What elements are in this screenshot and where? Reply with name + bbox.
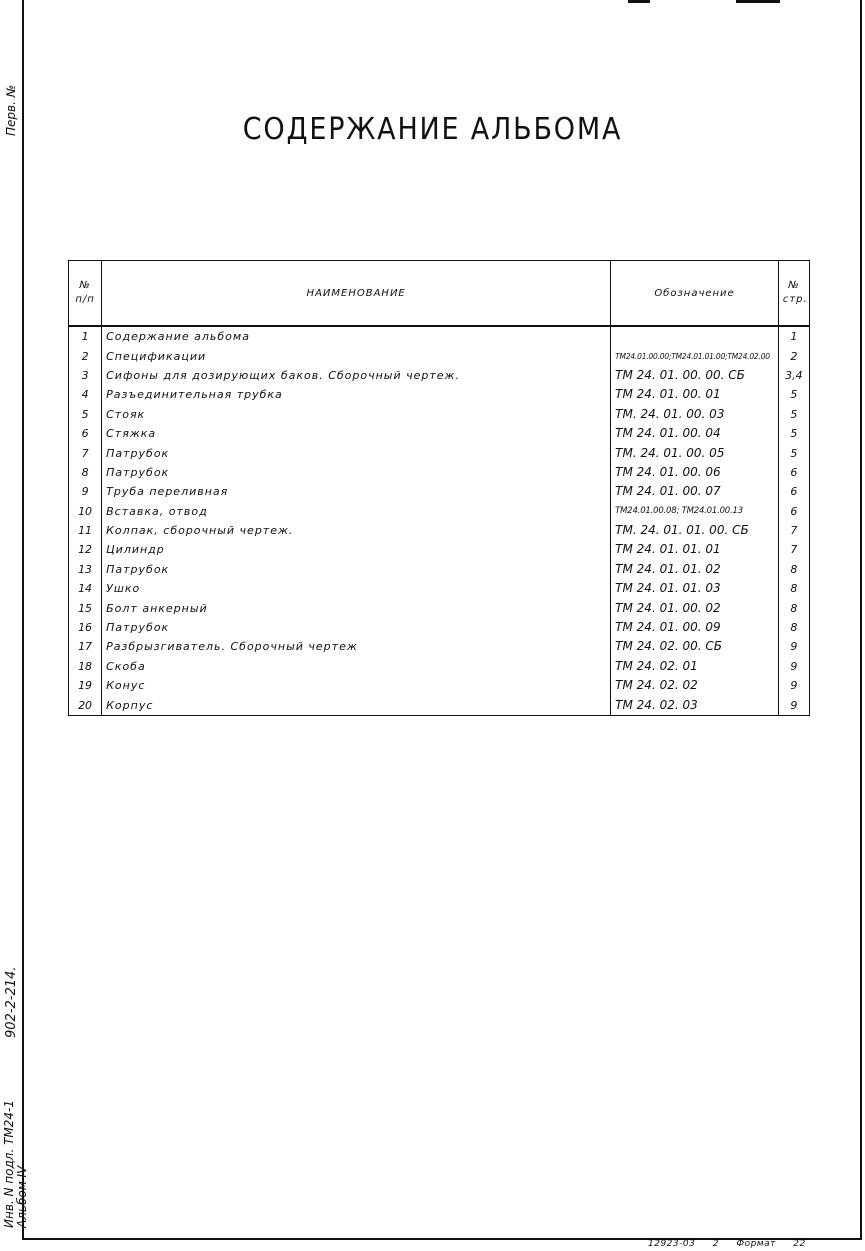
row-name: Сифоны для дозирующих баков. Сборочный чертеж. — [102, 366, 611, 385]
row-number: 1 — [69, 326, 102, 346]
row-name: Патрубок — [102, 443, 611, 462]
row-code: ТМ 24. 01. 00. 06 — [611, 463, 779, 482]
row-page: 9 — [778, 676, 809, 695]
title-block-stub — [628, 0, 650, 3]
footer-doc-number: 12923-03 — [648, 1239, 696, 1249]
row-name: Спецификации — [102, 346, 611, 365]
table-row — [69, 502, 810, 521]
row-number: 17 — [69, 637, 102, 656]
row-number: 20 — [69, 695, 102, 715]
row-name: Цилиндр — [102, 540, 611, 559]
row-name: Вставка, отвод — [102, 502, 611, 521]
row-code — [611, 326, 779, 346]
table-row — [69, 482, 810, 501]
row-code: ТМ 24. 02. 00. СБ — [611, 637, 779, 656]
table-row — [69, 579, 810, 598]
row-name: Труба переливная — [102, 482, 611, 501]
row-name: Корпус — [102, 695, 611, 715]
row-number: 3 — [69, 366, 102, 385]
row-code: ТМ 24. 01. 00. 02 — [611, 598, 779, 617]
row-name: Патрубок — [102, 618, 611, 637]
table-row — [69, 657, 810, 676]
row-name: Скоба — [102, 657, 611, 676]
row-code: ТМ 24. 01. 01. 02 — [611, 560, 779, 579]
row-number: 2 — [69, 346, 102, 365]
row-number: 12 — [69, 540, 102, 559]
row-page: 6 — [778, 463, 809, 482]
row-name: Содержание альбома — [102, 326, 611, 346]
table-row — [69, 346, 810, 365]
table-row — [69, 326, 810, 346]
row-code: ТМ 24. 01. 01. 03 — [611, 579, 779, 598]
row-number: 13 — [69, 560, 102, 579]
row-code: ТМ 24. 01. 00. 07 — [611, 482, 779, 501]
table-row — [69, 695, 810, 715]
row-number: 11 — [69, 521, 102, 540]
footer-stamp — [648, 1239, 820, 1249]
row-code: ТМ24.01.00.00;ТМ24.01.01.00;ТМ24.02.00 — [611, 346, 779, 365]
row-number: 6 — [69, 424, 102, 443]
row-page: 5 — [778, 405, 809, 424]
row-page: 8 — [778, 579, 809, 598]
row-name: Конус — [102, 676, 611, 695]
row-number: 10 — [69, 502, 102, 521]
row-page: 5 — [778, 443, 809, 462]
footer-sheet: 2 — [712, 1239, 719, 1249]
row-code: ТМ 24. 01. 00. 04 — [611, 424, 779, 443]
table-row — [69, 463, 810, 482]
row-number: 16 — [69, 618, 102, 637]
margin-album-code: 902-2-214. — [4, 966, 19, 1038]
row-name: Стяжка — [102, 424, 611, 443]
row-page: 7 — [778, 540, 809, 559]
row-page: 2 — [778, 346, 809, 365]
table-row — [69, 424, 810, 443]
header-number: № п/п — [69, 261, 102, 327]
row-code: ТМ 24. 01. 01. 01 — [611, 540, 779, 559]
header-page: № стр. — [778, 261, 809, 327]
row-number: 18 — [69, 657, 102, 676]
table-row — [69, 366, 810, 385]
row-page: 5 — [778, 385, 809, 404]
row-page: 6 — [778, 482, 809, 501]
page-title: СОДЕРЖАНИЕ АЛЬБОМА — [242, 112, 623, 147]
table-row — [69, 560, 810, 579]
table-row — [69, 676, 810, 695]
row-page: 8 — [778, 560, 809, 579]
row-name: Патрубок — [102, 463, 611, 482]
row-code: ТМ 24. 01. 00. 09 — [611, 618, 779, 637]
row-code: ТМ 24. 02. 01 — [611, 657, 779, 676]
row-number: 14 — [69, 579, 102, 598]
row-number: 15 — [69, 598, 102, 617]
row-page: 6 — [778, 502, 809, 521]
row-page: 9 — [778, 637, 809, 656]
row-name: Разъединительная трубка — [102, 385, 611, 404]
row-number: 4 — [69, 385, 102, 404]
title-block-stub — [736, 0, 780, 3]
row-page: 5 — [778, 424, 809, 443]
row-code: ТМ 24. 02. 02 — [611, 676, 779, 695]
contents-table — [68, 260, 810, 716]
row-code: ТМ 24. 01. 00. 01 — [611, 385, 779, 404]
row-page: 8 — [778, 598, 809, 617]
row-code: ТМ24.01.00.08; ТМ24.01.00.13 — [611, 502, 779, 521]
margin-top-note: Перв. № — [4, 84, 18, 136]
table-row — [69, 598, 810, 617]
row-code: ТМ 24. 01. 00. 00. СБ — [611, 366, 779, 385]
row-name: Колпак, сборочный чертеж. — [102, 521, 611, 540]
row-name: Ушко — [102, 579, 611, 598]
row-name: Разбрызгиватель. Сборочный чертеж — [102, 637, 611, 656]
margin-inventory: Инв. N подл. ТМ24-1 — [2, 1099, 16, 1228]
row-page: 1 — [778, 326, 809, 346]
row-page: 3,4 — [778, 366, 809, 385]
row-number: 9 — [69, 482, 102, 501]
row-code: ТМ 24. 02. 03 — [611, 695, 779, 715]
table-row — [69, 637, 810, 656]
table-row — [69, 521, 810, 540]
row-page: 7 — [778, 521, 809, 540]
row-page: 8 — [778, 618, 809, 637]
margin-album: Альбом IV — [15, 1165, 29, 1228]
table-row — [69, 443, 810, 462]
table-row — [69, 618, 810, 637]
table-header-row — [69, 261, 810, 327]
table-row — [69, 540, 810, 559]
row-page: 9 — [778, 657, 809, 676]
footer-format-label: Формат — [736, 1239, 776, 1249]
row-number: 8 — [69, 463, 102, 482]
row-code: ТМ. 24. 01. 01. 00. СБ — [611, 521, 779, 540]
row-name: Стояк — [102, 405, 611, 424]
row-code: ТМ. 24. 01. 00. 03 — [611, 405, 779, 424]
row-number: 19 — [69, 676, 102, 695]
row-code: ТМ. 24. 01. 00. 05 — [611, 443, 779, 462]
row-page: 9 — [778, 695, 809, 715]
header-code: Обозначение — [611, 261, 779, 327]
row-name: Патрубок — [102, 560, 611, 579]
row-number: 7 — [69, 443, 102, 462]
row-name: Болт анкерный — [102, 598, 611, 617]
table-row — [69, 385, 810, 404]
row-number: 5 — [69, 405, 102, 424]
footer-format-value: 22 — [793, 1239, 806, 1249]
header-name: НАИМЕНОВАНИЕ — [102, 261, 611, 327]
table-row — [69, 405, 810, 424]
